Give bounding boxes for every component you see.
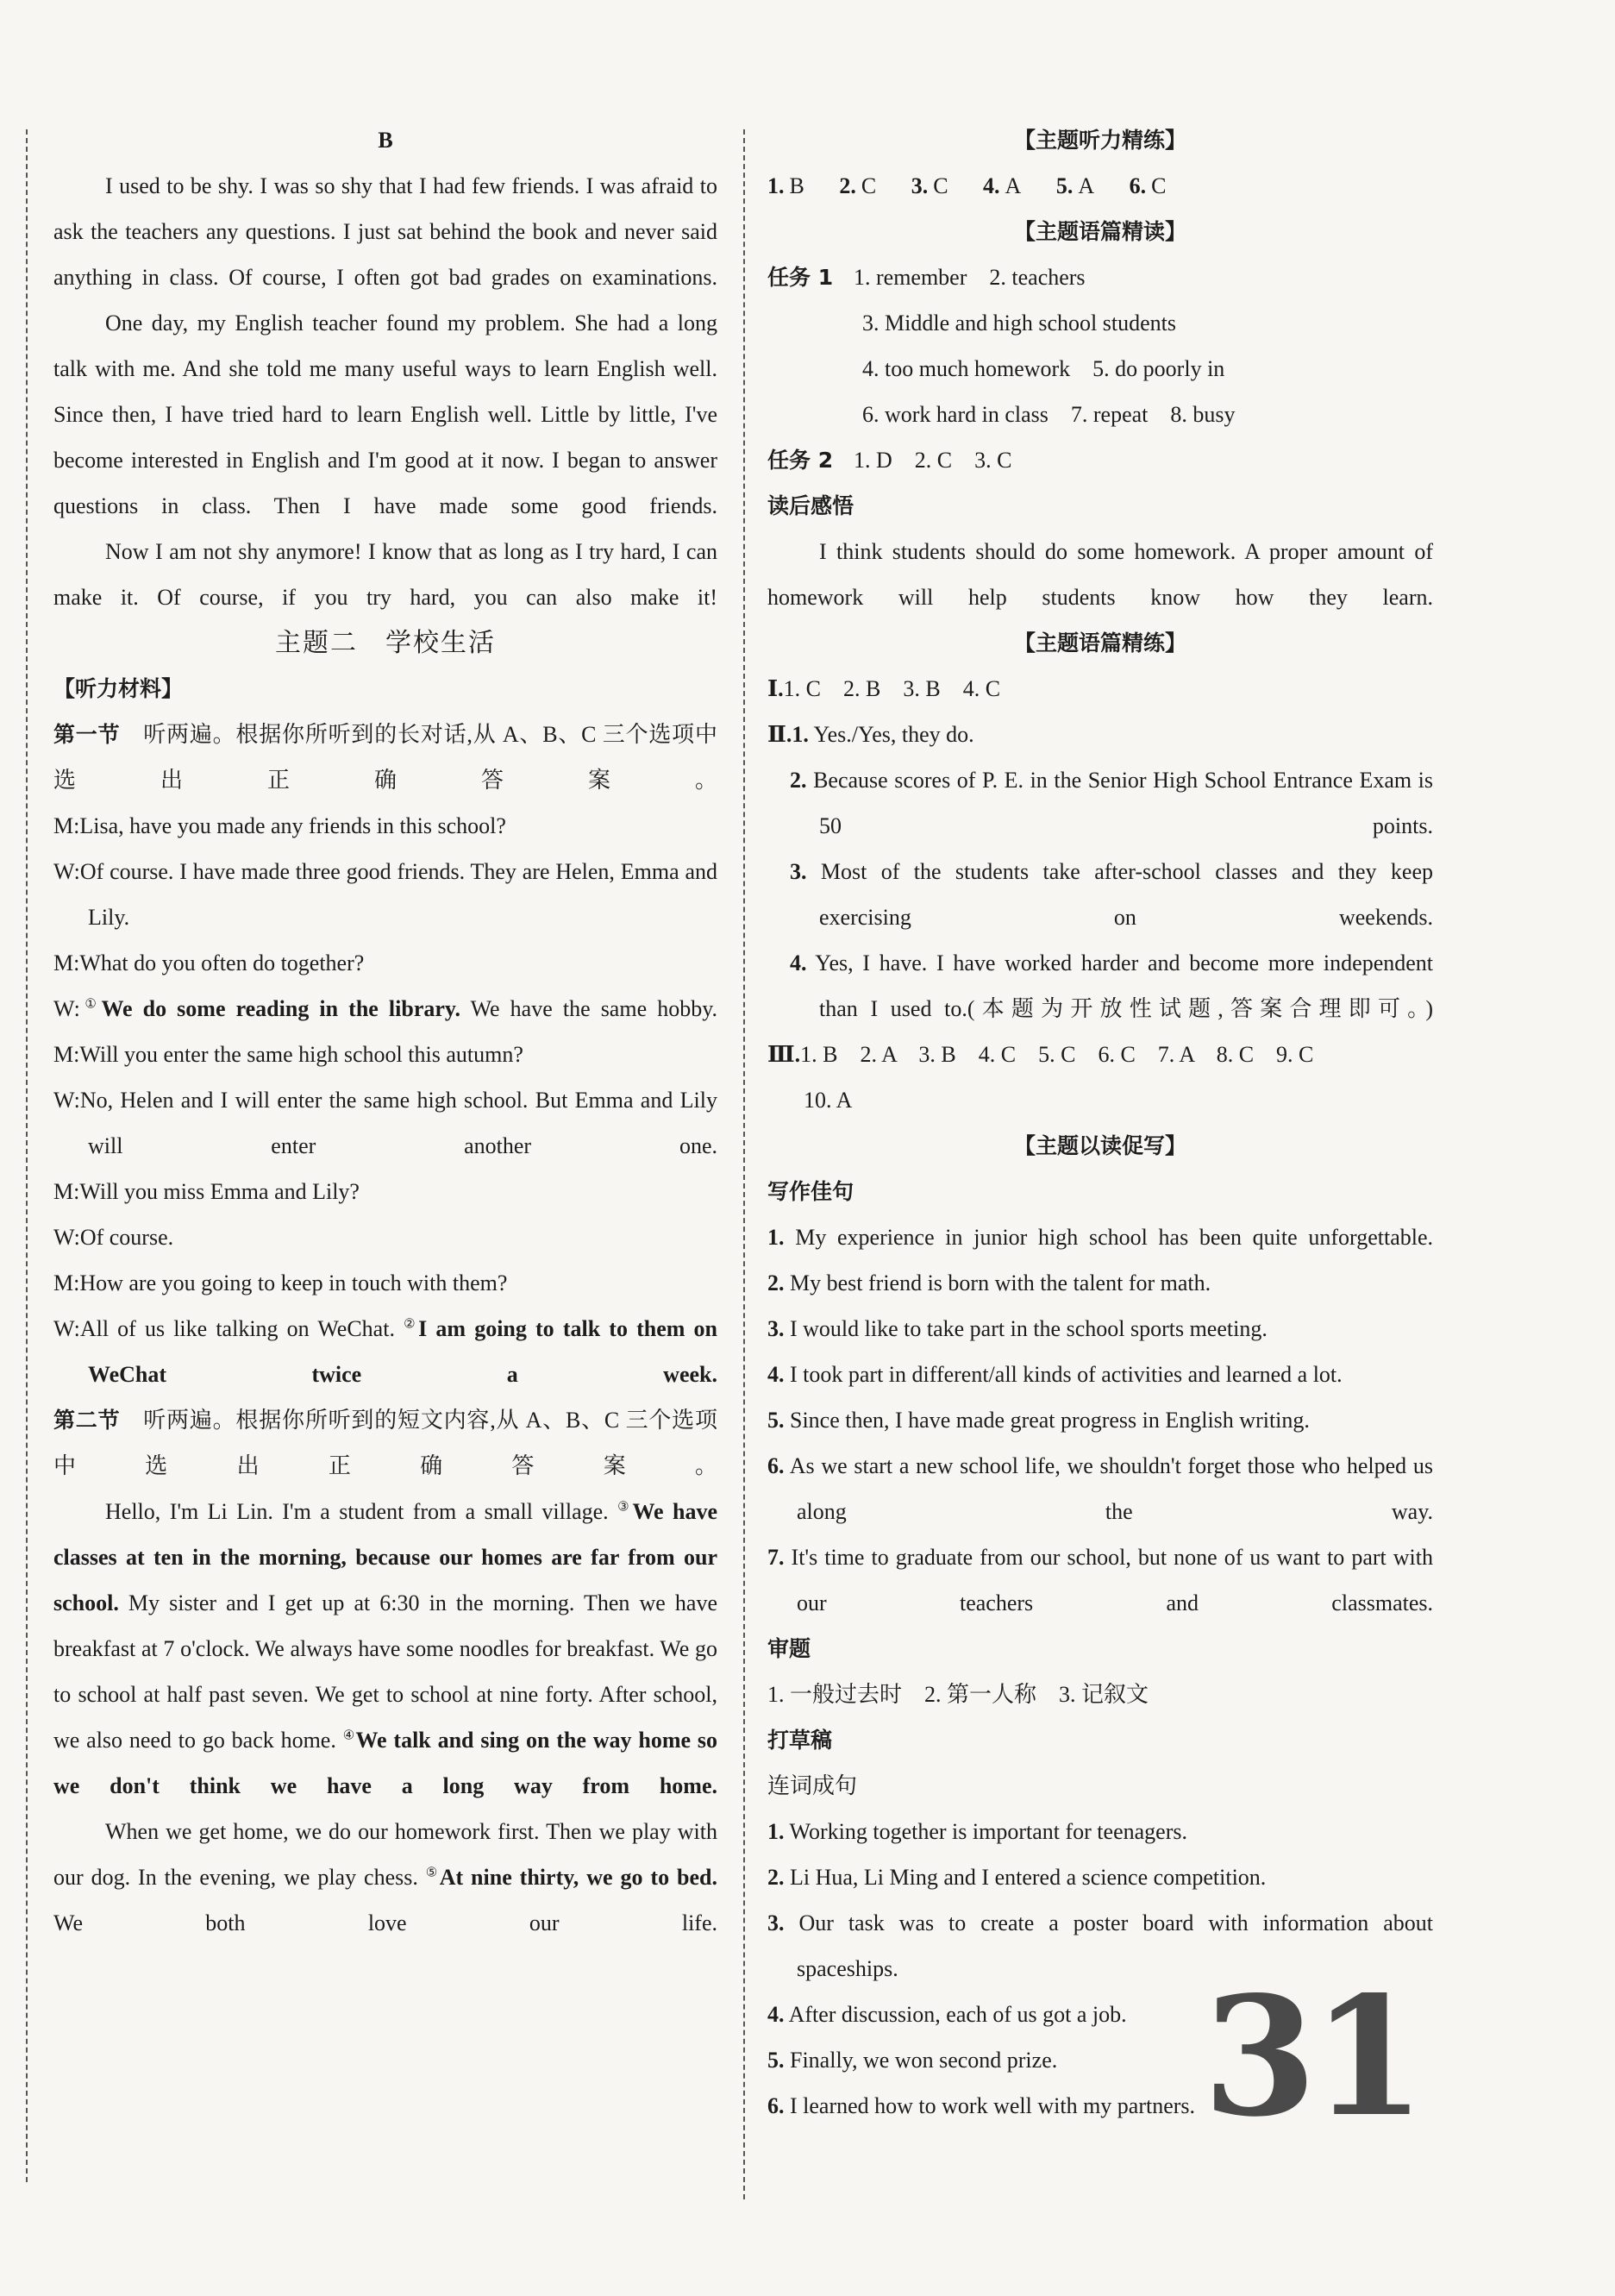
dialogue-line: M:What do you often do together? <box>53 950 365 975</box>
section-2-label: 第二节 <box>53 1408 121 1433</box>
passage-b-paragraph-3: Now I am not shy anymore! I know that as long as I try hard, I can make it. Of course, if you try hard, you can also make it! <box>53 539 717 610</box>
bold-key-sentence: We do some reading in the library. <box>101 996 460 1021</box>
listening-material-heading: 【听力材料】 <box>53 676 184 701</box>
bold-key-sentence: We talk and sing on the way home so we don't think we have a long way from home. <box>53 1728 717 1798</box>
circled-number: ③ <box>617 1500 633 1515</box>
reading-heading: 【主题语篇精读】 <box>1013 219 1186 244</box>
dialogue-line: M:Lisa, have you made any friends in this school? <box>53 813 506 838</box>
good-sentence: 1. My experience in junior high school has been quite unforgettable. <box>767 1225 1434 1250</box>
section-1-text: 听两遍。根据你所听到的长对话,从 A、B、C 三个选项中选出正确答案。 <box>53 722 717 793</box>
task-2-row <box>767 437 1433 483</box>
left-column <box>53 117 717 1946</box>
review-answers: 1. 一般过去时 2. 第一人称 3. 记叙文 <box>767 1682 1149 1707</box>
answer-item: 6. C <box>1129 173 1167 198</box>
column-divider <box>743 129 745 2199</box>
reflection-text: I think students should do some homework. A proper amount of homework will help students know how they learn. <box>767 539 1433 610</box>
task-1-line: 4. too much homework 5. do poorly in <box>862 356 1225 381</box>
section-1-label: 第一节 <box>53 722 121 747</box>
part-2-item: 2. Because scores of P. E. in the Senior High School Entrance Exam is 50 points. <box>790 768 1433 838</box>
dialogue-line: M:Will you miss Emma and Lily? <box>53 1179 360 1204</box>
circled-number: ⑤ <box>425 1866 440 1880</box>
task-1-row <box>767 254 1433 300</box>
task-1-line: 6. work hard in class 7. repeat 8. busy <box>862 402 1236 427</box>
reflection-label: 读后感悟 <box>767 493 854 518</box>
dialogue-line: M:How are you going to keep in touch with them? <box>53 1270 508 1295</box>
task-1-label: 任务 1 <box>767 265 834 290</box>
connect-sentence: 3. Our task was to create a poster board with information about spaceships. <box>767 1910 1433 1981</box>
passage-b-paragraph-2: One day, my English teacher found my problem. She had a long talk with me. And she told me many useful ways to learn English well. Since then, I have tried hard to learn English well. Little by little, I've become interested in English and I'm good at it now. I began to answer questions in class. Then I have made some good friends. <box>53 311 717 518</box>
bold-key-sentence: We have classes at ten in the morning, because our homes are far from our school. <box>53 1499 717 1615</box>
part-3-answers-extra: 10. A <box>804 1088 853 1113</box>
theme-title: 主题二 学校生活 <box>275 628 496 658</box>
connect-sentence: 5. Finally, we won second prize. <box>767 2048 1058 2073</box>
connect-sentence: 1. Working together is important for teenagers. <box>767 1819 1187 1844</box>
passage-b-paragraph-1: I used to be shy. I was so shy that I had few friends. I was afraid to ask the teachers any questions. I just sat behind the book and never said anything in class. Of course, I often got bad grades on examinations. <box>53 173 717 290</box>
connect-sentence: 2. Li Hua, Li Ming and I entered a science competition. <box>767 1865 1267 1890</box>
task-1-line: 1. remember 2. teachers <box>854 265 1086 290</box>
part-2-item: 3. Most of the students take after-school classes and they keep exercising on weekends. <box>790 859 1433 930</box>
connect-sentence: 4. After discussion, each of us got a job. <box>767 2002 1127 2027</box>
right-column <box>767 117 1433 2129</box>
section-b-label: B <box>378 128 393 153</box>
bold-key-sentence: At nine thirty, we go to bed. <box>439 1865 717 1890</box>
section-2-text: 听两遍。根据你所听到的短文内容,从 A、B、C 三个选项中选出正确答案。 <box>53 1408 717 1478</box>
answer-item: 5. A <box>1055 173 1095 198</box>
review-label: 审题 <box>767 1636 811 1661</box>
listening-passage-paragraph-2: When we get home, we do our homework first. Then we play with our dog. In the evening, we play chess. ⑤At nine thirty, we go to bed. We both love our life. <box>53 1819 717 1935</box>
page-number: 31 <box>1203 1960 1421 2153</box>
dialogue-line: W:Of course. <box>53 1225 174 1250</box>
part-2-item: Ⅱ.1. Yes./Yes, they do. <box>767 722 974 747</box>
circled-number: ② <box>404 1317 419 1332</box>
answer-item: 1. B <box>767 173 804 198</box>
good-sentence: 7. It's time to graduate from our school, but none of us want to part with our teachers and classmates. <box>767 1545 1434 1615</box>
circled-number: ① <box>79 997 102 1012</box>
connect-label: 连词成句 <box>767 1773 858 1798</box>
left-margin-line <box>26 129 28 2182</box>
task-2-answers: 1. D 2. C 3. C <box>854 448 1012 473</box>
circled-number: ④ <box>342 1728 356 1743</box>
practice-heading: 【主题语篇精练】 <box>1013 630 1186 656</box>
part-3-answers: Ⅲ.1. B 2. A 3. B 4. C 5. C 6. C 7. A 8. C 9. C <box>767 1042 1314 1067</box>
listening-passage-paragraph-1: Hello, I'm Li Lin. I'm a student from a small village. ③We have classes at ten in the morning, because our homes are far from our school. My sister and I get up at 6:30 in the morning. Then we have breakfast at 7 o'clock. We always have some noodles for breakfast. We go to school at half past seven. We get to school at nine forty. After school, we also need to go back home. ④We talk and sing on the way home so we don't think we have a long way from home. <box>53 1499 717 1798</box>
dialogue-line: M:Will you enter the same high school this autumn? <box>53 1042 523 1067</box>
connect-sentence: 6. I learned how to work well with my partners. <box>767 2093 1196 2118</box>
dialogue-line: W:①We do some reading in the library. We have the same hobby. <box>53 996 718 1021</box>
good-sentences-label: 写作佳句 <box>767 1179 854 1204</box>
draft-label: 打草稿 <box>767 1728 833 1753</box>
listening-practice-heading: 【主题听力精练】 <box>1013 128 1186 153</box>
answer-item: 3. C <box>911 173 948 198</box>
bold-key-sentence: I am going to talk to them on WeChat twice a week. <box>88 1316 717 1387</box>
section-1-instruction <box>53 712 717 803</box>
answer-item: 4. A <box>983 173 1022 198</box>
dialogue-line: W:Of course. I have made three good friends. They are Helen, Emma and Lily. <box>53 859 717 930</box>
section-2-instruction <box>53 1397 717 1489</box>
writing-heading: 【主题以读促写】 <box>1013 1133 1186 1158</box>
part-1-answers: Ⅰ.1. C 2. B 3. B 4. C <box>767 676 1001 701</box>
dialogue-line: W:No, Helen and I will enter the same high school. But Emma and Lily will enter another one. <box>53 1088 717 1158</box>
good-sentence: 4. I took part in different/all kinds of activities and learned a lot. <box>767 1362 1343 1387</box>
task-1-line: 3. Middle and high school students <box>862 311 1176 336</box>
good-sentence: 2. My best friend is born with the talent for math. <box>767 1270 1211 1295</box>
answer-item: 2. C <box>839 173 877 198</box>
dialogue <box>53 803 717 1397</box>
good-sentence: 3. I would like to take part in the school sports meeting. <box>767 1316 1268 1341</box>
task-2-label: 任务 2 <box>767 448 834 473</box>
good-sentence: 5. Since then, I have made great progress in English writing. <box>767 1408 1310 1433</box>
part-2-item: 4. Yes, I have. I have worked harder and become more independent than I used to.(本题为开放性试题,答案合理即可。) <box>790 950 1433 1021</box>
listening-answers <box>767 163 1433 209</box>
dialogue-line: W:All of us like talking on WeChat. ②I am going to talk to them on WeChat twice a week. <box>53 1316 717 1387</box>
good-sentence: 6. As we start a new school life, we shouldn't forget those who helped us along the way. <box>767 1453 1433 1524</box>
